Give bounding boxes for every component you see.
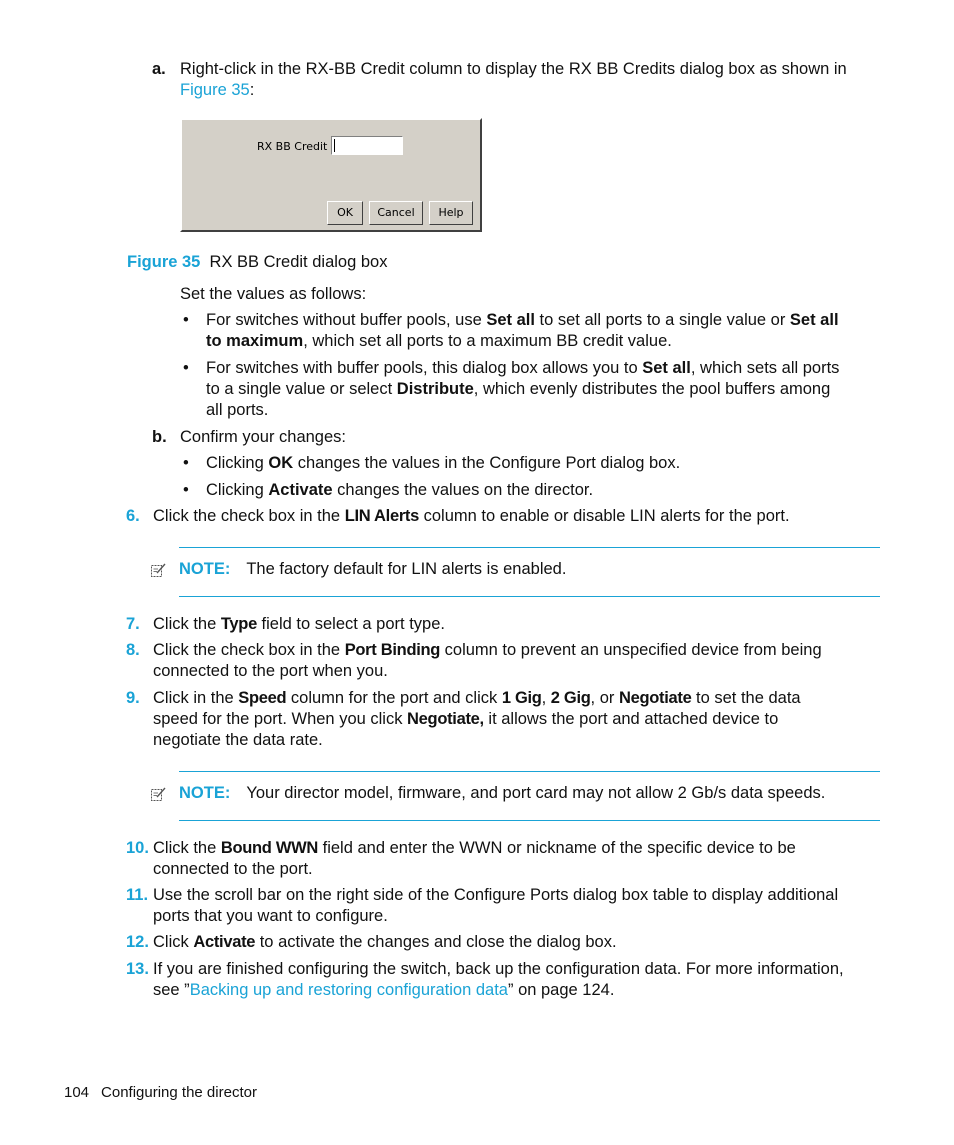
step-a-text: Right-click in the RX-BB Credit column to display the RX BB Credits dialog box as shown in [180, 60, 847, 78]
step-8-number: 8. [126, 641, 140, 659]
bullet-ok: Clicking OK changes the values in the Configure Port dialog box. [206, 454, 681, 472]
step-10-line2: connected to the port. [153, 860, 313, 878]
bullet-icon: • [183, 311, 189, 329]
step-11-text: Use the scroll bar on the right side of the Configure Ports dialog box table to display additional [153, 886, 839, 904]
bullet-no-buffer-pools-line2: to maximum, which set all ports to a maximum BB credit value. [206, 332, 672, 350]
bullet-buffer-pools-line2: to a single value or select Distribute, which evenly distributes the pool buffers among [206, 380, 831, 398]
step-9-line3: negotiate the data rate. [153, 731, 323, 749]
step-10-number: 10. [126, 839, 149, 857]
set-values-intro: Set the values as follows: [180, 285, 367, 303]
rx-bb-credit-dialog [180, 118, 482, 232]
note-rule-top [179, 771, 880, 772]
note-icon [150, 786, 166, 802]
page-footer [64, 1082, 257, 1103]
bullet-icon: • [183, 359, 189, 377]
step-13-text: If you are finished configuring the switch, back up the configuration data. For more information, [153, 960, 844, 978]
help-button[interactable]: Help [429, 201, 473, 225]
bullet-icon: • [183, 481, 189, 499]
step-10-text: Click the Bound WWN field and enter the WWN or nickname of the specific device to be [153, 839, 796, 857]
note-rule-top [179, 547, 880, 548]
step-8-text: Click the check box in the Port Binding column to prevent an unspecified device from being [153, 641, 822, 659]
chapter-title: Configuring the director [101, 1084, 257, 1101]
step-9-text: Click in the Speed column for the port and click 1 Gig, 2 Gig, or Negotiate to set the data [153, 689, 801, 707]
step-6-text: Click the check box in the LIN Alerts column to enable or disable LIN alerts for the port. [153, 507, 790, 525]
note-2: NOTE: Your director model, firmware, and port card may not allow 2 Gb/s data speeds. [179, 784, 826, 802]
backing-up-link[interactable]: Backing up and restoring configuration data [189, 981, 508, 999]
note-rule-bottom [179, 820, 880, 821]
step-13-line2: see ”Backing up and restoring configuration data” on page 124. [153, 981, 615, 999]
bullet-activate: Clicking Activate changes the values on the director. [206, 481, 594, 499]
step-a-marker: a. [152, 60, 166, 78]
step-11-number: 11. [126, 886, 149, 904]
step-12-number: 12. [126, 933, 149, 951]
ok-button[interactable]: OK [327, 201, 363, 225]
rx-bb-credit-label: RX BB Credit [257, 140, 328, 153]
step-9-line2: speed for the port. When you click Negotiate, it allows the port and attached device to [153, 710, 779, 728]
note-rule-bottom [179, 596, 880, 597]
page-number: 104 [64, 1084, 90, 1101]
step-13-number: 13. [126, 960, 149, 978]
step-b-text: Confirm your changes: [180, 428, 346, 446]
step-7-number: 7. [126, 615, 140, 633]
step-6-number: 6. [126, 507, 140, 525]
note-icon [150, 562, 166, 578]
bullet-buffer-pools: For switches with buffer pools, this dialog box allows you to Set all, which sets all ports [206, 359, 840, 377]
figure-caption: Figure 35 RX BB Credit dialog box [127, 253, 388, 271]
note-1: NOTE: The factory default for LIN alerts is enabled. [179, 560, 567, 578]
step-b-marker: b. [152, 428, 167, 446]
step-a-line2: Figure 35: [180, 81, 255, 99]
bullet-no-buffer-pools: For switches without buffer pools, use Set all to set all ports to a single value or Set all [206, 311, 839, 329]
bullet-buffer-pools-line3: all ports. [206, 401, 269, 419]
bullet-icon: • [183, 454, 189, 472]
step-8-line2: connected to the port when you. [153, 662, 388, 680]
step-7-text: Click the Type field to select a port type. [153, 615, 445, 633]
text-cursor [334, 139, 335, 152]
figure-35-link[interactable]: Figure 35 [180, 81, 250, 99]
cancel-button[interactable]: Cancel [369, 201, 423, 225]
step-11-line2: ports that you want to configure. [153, 907, 388, 925]
step-12-text: Click Activate to activate the changes and close the dialog box. [153, 933, 617, 951]
step-9-number: 9. [126, 689, 140, 707]
rx-bb-credit-input[interactable] [331, 136, 403, 155]
